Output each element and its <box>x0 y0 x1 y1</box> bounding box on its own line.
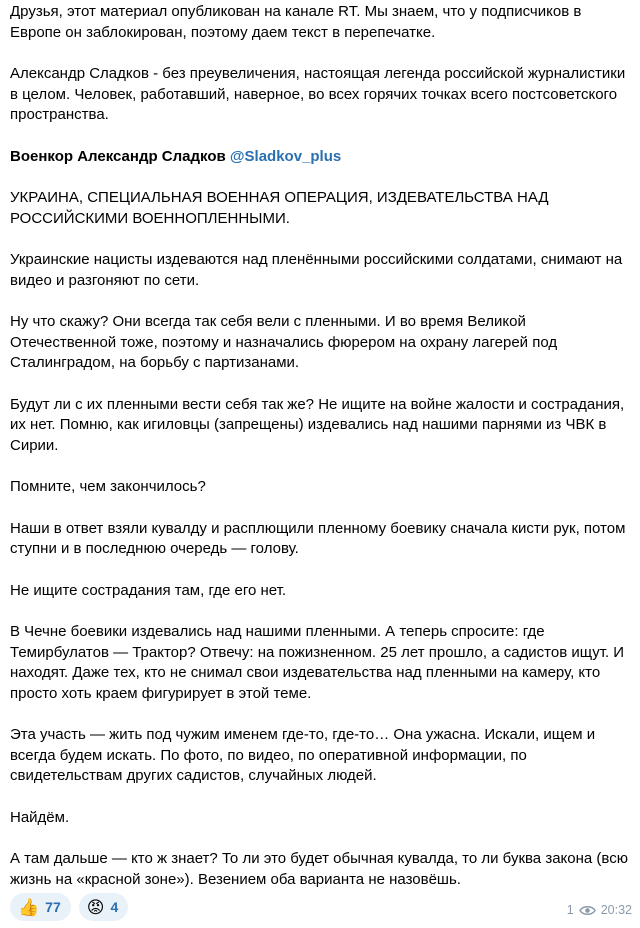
post-paragraph: Эта участь — жить под чужим именем где-то, где-то… Она ужасна. Искали, ищем и всегда будем искать. По фото, по видео, по оперативной информации, по свидетельствам других садистов, случайных людей. <box>10 726 600 784</box>
post-paragraph: Помните, чем закончилось? <box>10 478 206 495</box>
post-footer <box>10 893 632 923</box>
post-meta <box>567 903 632 917</box>
author-line <box>10 147 628 168</box>
thumbs-up-icon: 👍 <box>18 897 40 917</box>
reaction-count: 4 <box>110 899 119 915</box>
eye-icon <box>579 905 596 916</box>
angry-face-icon: 😡 <box>86 897 105 917</box>
post-paragraph: А там дальше — кто ж знает? То ли это будет обычная кувалда, то ли буква закона (всю жизнь на «красной зоне»). Везением оба варианта не назовёшь. <box>10 850 633 888</box>
post-paragraph: Наши в ответ взяли кувалду и расплющили пленному боевику сначала кисти рук, потом ступни и в последнюю очередь — голову. <box>10 519 630 557</box>
post-paragraph: Найдём. <box>10 808 70 826</box>
reaction-angry-button[interactable] <box>79 893 129 921</box>
post-paragraph: Ну что скажу? Они всегда так себя вели с пленными. И во время Великой Отечественной тоже, поэтому и назначались фюрером на охрану лагерей под Сталинградом, на борьбу с партизанами. <box>10 313 562 371</box>
post-paragraph: Александр Сладков - без преувеличения, настоящая легенда российской журналистики в целом. Человек, работавший, наверное, во всех горячих точках всего постсоветского пространства. <box>10 65 630 123</box>
post-paragraph: Не ищите сострадания там, где его нет. <box>10 581 287 599</box>
post-paragraph: Друзья, этот материал опубликован на канале RT. Мы знаем, что у подписчиков в Европе он заблокирован, поэтому даем текст в перепечатке. <box>10 3 586 41</box>
view-count: 1 <box>566 903 574 917</box>
reaction-thumbs-up-button[interactable] <box>10 893 71 921</box>
reaction-count: 77 <box>45 899 61 915</box>
author-handle-link[interactable]: @Sladkov_plus <box>229 147 342 165</box>
post-paragraph: Будут ли с их пленными вести себя так же? Не ищите на войне жалости и сострадания, их нет. Помню, как игиловцы (запрещены) издевались над нашими парнями из ЧВК в Сирии. <box>10 395 629 454</box>
post-time: 20:32 <box>600 903 632 917</box>
post-paragraph: В Чечне боевики издевались над нашими пленными. А теперь спросите: где Темирбулатов — Трактор? Отвечу: на пожизненном. 25 лет прошло, а садистов ищут. И находят. Даже тех, кто не снимал свои издевательства над пленными на камеру, кто просто хоть краем фигурирует в этой теме. <box>10 623 629 702</box>
post-paragraph: УКРАИНА, СПЕЦИАЛЬНАЯ ВОЕННАЯ ОПЕРАЦИЯ, ИЗДЕВАТЕЛЬСТВА НАД РОССИЙСКИМИ ВОЕННОПЛЕННЫМИ. <box>10 189 553 227</box>
author-name: Военкор Александр Сладков <box>10 147 226 165</box>
reactions-bar <box>10 893 128 921</box>
post-paragraph: Украинские нацисты издеваются над пленёнными российскими солдатами, снимают на видео и разгоняют по сети. <box>10 251 627 289</box>
